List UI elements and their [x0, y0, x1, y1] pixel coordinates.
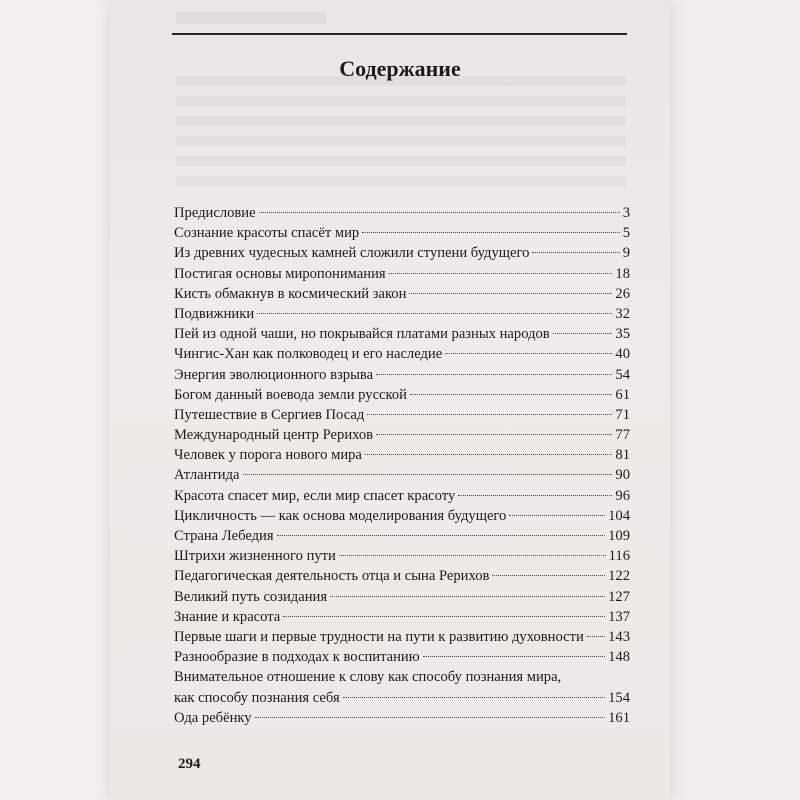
toc-entry-title: Предисловие — [174, 205, 256, 221]
toc-entry[interactable] — [174, 223, 630, 243]
toc-entry-page: 122 — [608, 568, 630, 585]
toc-entry[interactable] — [174, 405, 630, 425]
leader-dots — [492, 574, 605, 576]
toc-entry[interactable] — [174, 264, 630, 284]
toc-entry-page: 96 — [615, 487, 630, 504]
leader-dots — [445, 352, 612, 354]
toc-entry-title: Богом данный воевода земли русской — [174, 386, 407, 403]
toc-entry-page: 3 — [622, 205, 630, 221]
toc-entry-title: Пей из одной чаши, но покрывайся платами разных народов — [174, 326, 550, 343]
toc-entry-page: 116 — [608, 548, 630, 565]
toc-entry[interactable] — [174, 284, 630, 304]
show-through-line — [176, 176, 626, 186]
show-through-line — [176, 116, 626, 126]
toc-entry-title: Великий путь созидания — [174, 588, 328, 605]
toc-entry[interactable] — [174, 365, 630, 385]
leader-dots — [409, 292, 612, 294]
toc-entry-title: Путешествие в Сергиев Посад — [174, 406, 365, 423]
leader-dots — [277, 534, 606, 536]
toc-entry-title: Из древних чудесных камней сложили ступени будущего — [174, 245, 530, 262]
toc-entry[interactable] — [174, 607, 630, 627]
toc-entry-page: 109 — [608, 528, 630, 544]
toc-entry[interactable] — [174, 344, 630, 364]
toc-entry-title: Знание и красота — [174, 608, 281, 625]
toc-entry[interactable] — [174, 465, 630, 485]
toc-entry[interactable] — [174, 385, 630, 405]
leader-dots — [389, 272, 613, 274]
toc-entry-page: 61 — [615, 386, 630, 403]
toc-entry-page: 9 — [622, 245, 630, 262]
toc-entry-page: 32 — [615, 305, 630, 322]
toc-entry[interactable] — [174, 688, 630, 708]
toc-entry[interactable] — [174, 546, 630, 566]
leader-dots — [410, 393, 612, 395]
toc-entry-page: 54 — [615, 366, 630, 383]
table-of-contents — [174, 203, 630, 728]
toc-entry-title: Штрихи жизненного пути — [174, 548, 336, 565]
leader-dots — [339, 554, 606, 556]
toc-entry-title: Разнообразие в подходах к воспитанию — [174, 649, 420, 666]
leader-dots — [365, 453, 613, 455]
toc-entry[interactable] — [174, 627, 630, 647]
toc-entry-title: Кисть обмакнув в космический закон — [174, 285, 407, 302]
toc-entry-page: 154 — [608, 689, 630, 706]
toc-entry-title: Ода ребёнку — [174, 709, 252, 726]
toc-entry-page: 26 — [615, 285, 630, 302]
page-margin-left — [0, 0, 110, 800]
leader-dots — [343, 696, 605, 698]
page-margin-right — [670, 0, 800, 800]
toc-entry-page: 5 — [622, 225, 630, 242]
page-number: 294 — [178, 756, 201, 772]
toc-entry-page: 104 — [608, 507, 630, 524]
toc-entry-title: Первые шаги и первые трудности на пути к развитию духовности — [174, 628, 584, 645]
toc-entry[interactable] — [174, 243, 630, 263]
toc-entry-title: Человек у порога нового мира — [174, 447, 362, 464]
toc-entry-page: 35 — [615, 326, 630, 343]
toc-entry[interactable] — [174, 425, 630, 445]
toc-entry-title: Красота спасет мир, если мир спасет красоту — [174, 487, 456, 504]
toc-entry-title: Чингис-Хан как полководец и его наследие — [174, 346, 443, 363]
leader-dots — [423, 655, 605, 657]
toc-entry-title: Постигая основы миропонимания — [174, 265, 386, 282]
toc-entry-first-line[interactable] — [174, 667, 630, 687]
toc-entry-page: 137 — [608, 608, 630, 625]
toc-entry[interactable] — [174, 203, 630, 223]
toc-entry[interactable] — [174, 526, 630, 546]
toc-entry-title: Энергия эволюционного взрыва — [174, 366, 374, 383]
header-rule — [172, 33, 627, 35]
toc-entry-title: как способу познания себя — [174, 689, 340, 706]
toc-entry-title: Сознание красоты спасёт мир — [174, 225, 360, 242]
toc-entry-page: 127 — [608, 588, 630, 605]
toc-entry[interactable] — [174, 506, 630, 526]
toc-entry[interactable] — [174, 324, 630, 344]
toc-entry-title: Страна Лебедия — [174, 528, 274, 544]
toc-entry[interactable] — [174, 566, 630, 586]
toc-entry-title: Атлантида — [174, 467, 240, 484]
leader-dots — [283, 615, 605, 617]
toc-entry[interactable] — [174, 708, 630, 728]
show-through-line — [176, 156, 626, 166]
leader-dots — [376, 373, 612, 375]
toc-entry[interactable] — [174, 486, 630, 506]
toc-entry[interactable] — [174, 304, 630, 324]
leader-dots — [553, 332, 613, 334]
toc-entry-title: Педагогическая деятельность отца и сына Рерихов — [174, 568, 490, 585]
toc-entry-title: Международный центр Рерихов — [174, 427, 374, 444]
leader-dots — [330, 595, 605, 597]
page-title: Содержание — [339, 56, 461, 81]
leader-dots — [509, 514, 605, 516]
toc-entry-title: Цикличность — как основа моделирования будущего — [174, 507, 507, 524]
leader-dots — [367, 413, 612, 415]
leader-dots — [255, 716, 606, 718]
toc-entry-title: Внимательное отношение к слову как способу познания мира, — [174, 669, 562, 686]
show-through-line — [176, 96, 626, 106]
leader-dots — [587, 635, 605, 637]
toc-entry[interactable] — [174, 587, 630, 607]
leader-dots — [532, 251, 619, 253]
leader-dots — [458, 494, 612, 496]
toc-entry-title: Подвижники — [174, 305, 255, 322]
toc-entry[interactable] — [174, 647, 630, 667]
leader-dots — [362, 231, 620, 233]
show-through-line — [176, 136, 626, 146]
toc-entry-page: 143 — [608, 628, 630, 645]
toc-entry-page: 18 — [615, 265, 630, 282]
leader-dots — [243, 473, 613, 475]
leader-dots — [259, 211, 620, 213]
toc-entry-page: 71 — [615, 406, 630, 423]
leader-dots — [257, 312, 612, 314]
toc-entry[interactable] — [174, 445, 630, 465]
running-header-faded — [176, 12, 326, 24]
leader-dots — [376, 433, 612, 435]
toc-entry-page: 148 — [608, 649, 630, 666]
toc-entry-page: 90 — [615, 467, 630, 484]
toc-entry-page: 161 — [608, 709, 630, 726]
toc-entry-page: 40 — [615, 346, 630, 363]
toc-entry-page: 77 — [615, 427, 630, 444]
toc-entry-page: 81 — [615, 447, 630, 464]
